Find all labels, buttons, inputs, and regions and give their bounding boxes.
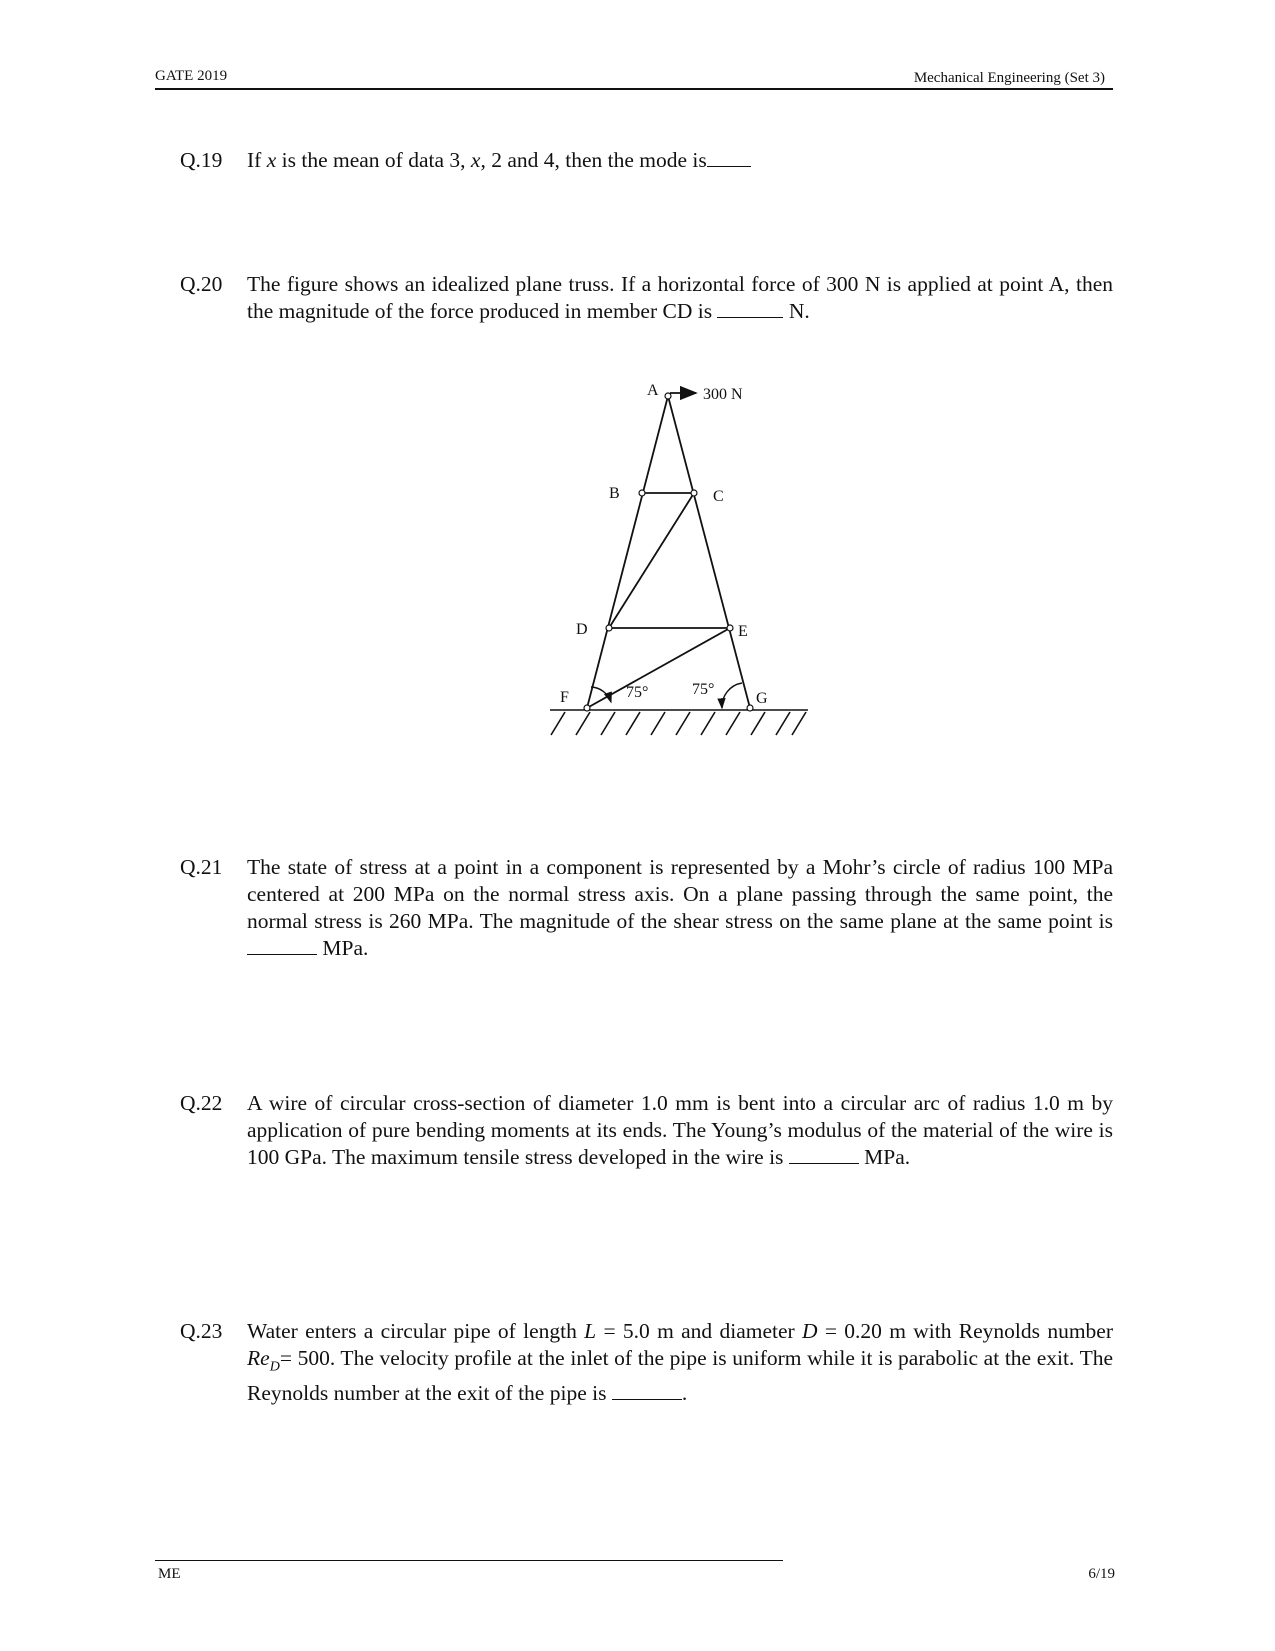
footer-paper-code: ME (158, 1566, 181, 1582)
footer-page-number: 6/19 (1088, 1566, 1115, 1582)
ground-hatch (550, 710, 808, 735)
answer-blank[interactable] (612, 1381, 682, 1400)
question-number: Q.20 (180, 272, 223, 296)
question-number: Q.23 (180, 1319, 223, 1343)
joint-b (639, 490, 645, 496)
question-number: Q.19 (180, 148, 223, 172)
angle-label-left: 75° (626, 684, 649, 701)
label-f: F (560, 689, 569, 706)
question-text: If x is the mean of data 3, x, 2 and 4, then the mode is (247, 147, 1113, 174)
answer-blank[interactable] (789, 1145, 859, 1164)
answer-blank[interactable] (247, 936, 317, 955)
joint-g (747, 705, 753, 711)
question-text: Water enters a circular pipe of length L = 5.0 m and diameter D = 0.20 m with Reynolds number $Re_D= 500$. The velocity profile at the inlet of the pipe is uniform while it is parabolic at the exit. The Reynolds number at the exit of the pipe is . (247, 1319, 1113, 1406)
truss-members (587, 396, 750, 708)
question-text: The state of stress at a point in a component is represented by a Mohr’s circle of radius 100 MPa centered at 200 MPa on the normal stress axis. On a plane passing through the same point, the normal stress is 260 MPa. The magnitude of the shear stress on the same plane at the same point is MPa. (247, 855, 1113, 960)
footer-rule (155, 1560, 783, 1561)
joint-c (691, 490, 697, 496)
angle-arc-right (722, 683, 742, 708)
question-22 (180, 1090, 1113, 1171)
angle-arc-left-tail (611, 700, 616, 702)
question-21 (180, 854, 1113, 962)
joint-e (727, 625, 733, 631)
question-text: The figure shows an idealized plane truss. If a horizontal force of 300 N is applied at point A, then the magnitude of the force produced in member CD is N. (247, 272, 1113, 323)
question-text: A wire of circular cross-section of diameter 1.0 mm is bent into a circular arc of radius 1.0 m by application of pure bending moments at its ends. The Young’s modulus of the material of the wire is 100 GPa. The maximum tensile stress developed in the wire is MPa. (247, 1091, 1113, 1169)
header-exam-title: GATE 2019 (155, 68, 228, 84)
label-d: D (576, 621, 588, 638)
force-label: 300 N (703, 386, 743, 403)
question-number: Q.22 (180, 1091, 223, 1115)
header-paper-title: Mechanical Engineering (Set 3) (913, 70, 1105, 86)
joint-d (606, 625, 612, 631)
question-23 (180, 1318, 1113, 1407)
angle-label-right: 75° (692, 681, 715, 698)
label-g: G (756, 690, 768, 707)
label-b: B (609, 485, 620, 502)
label-e: E (738, 623, 748, 640)
label-c: C (713, 488, 724, 505)
joint-f (584, 705, 590, 711)
question-number: Q.21 (180, 855, 223, 879)
label-a: A (647, 382, 659, 399)
